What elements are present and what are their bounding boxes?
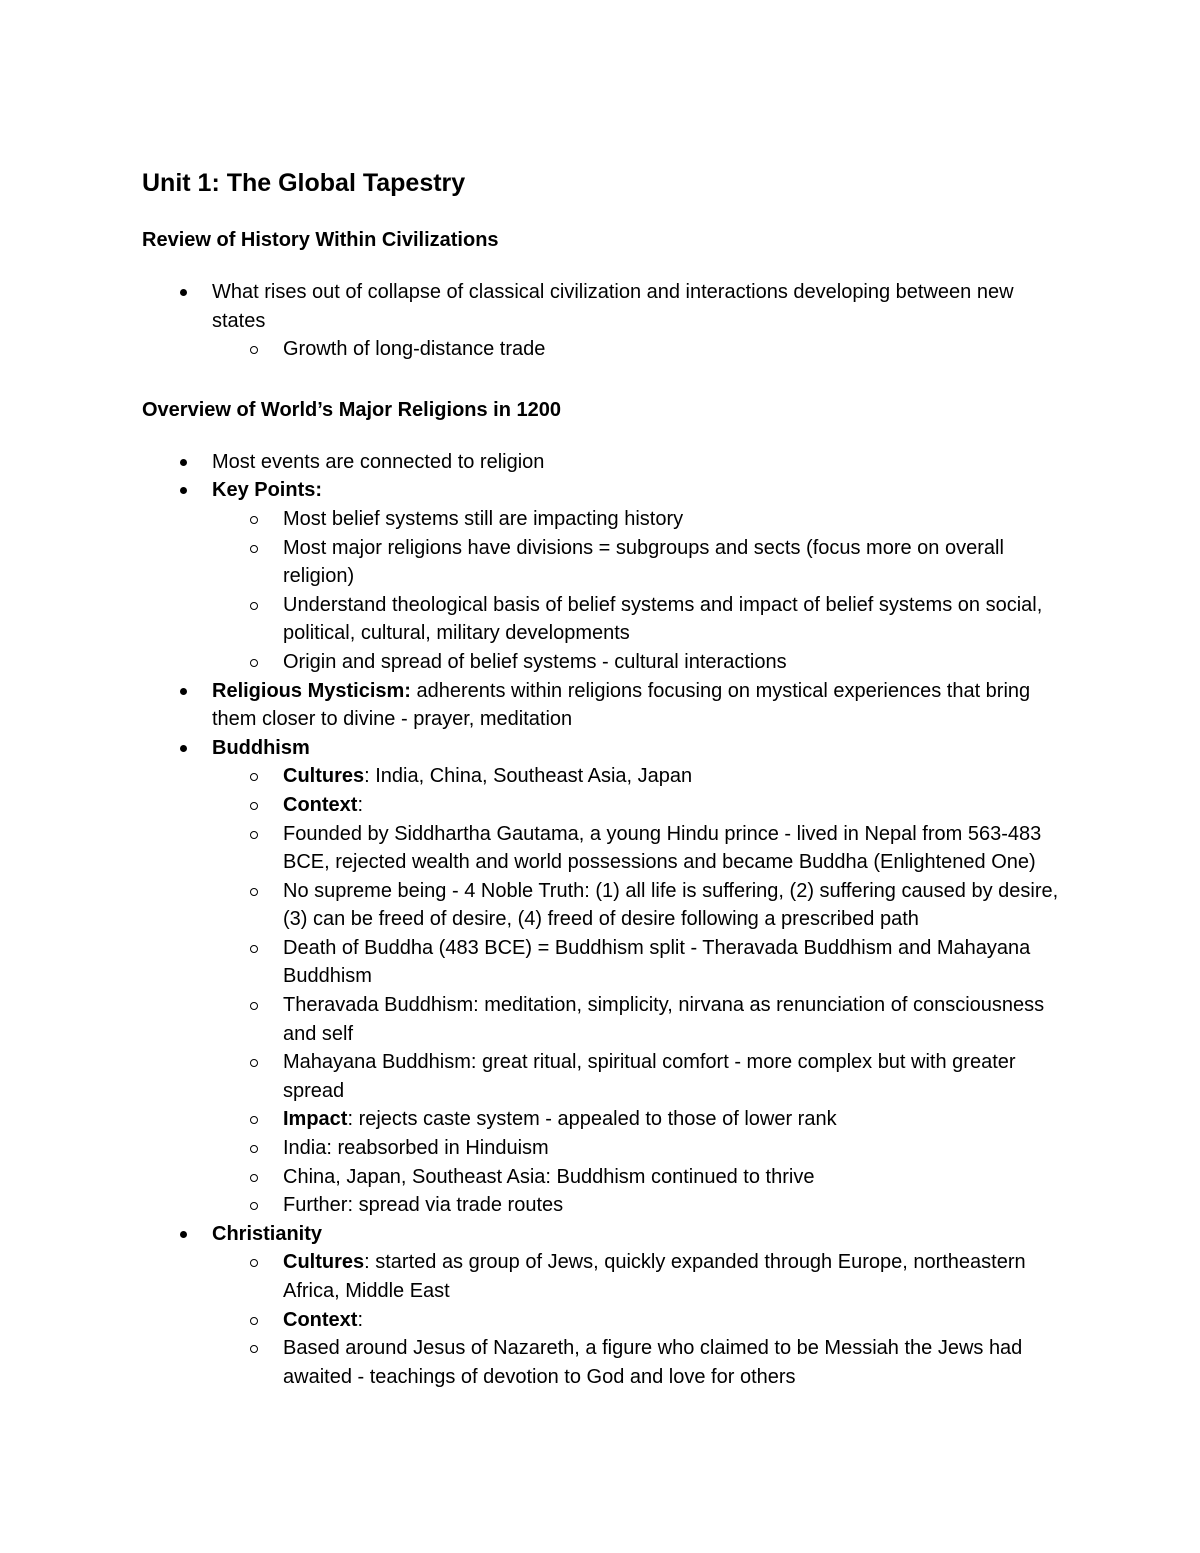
sub-list-item-text: Based around Jesus of Nazareth, a figure who claimed to be Messiah the Jews had awaited - teachings of devotion to God and love for others bbox=[283, 1337, 1023, 1388]
sub-list-item bbox=[212, 934, 1062, 991]
sub-list-item-text: China, Japan, Southeast Asia: Buddhism continued to thrive bbox=[283, 1165, 815, 1188]
sub-list-item bbox=[212, 335, 1062, 364]
sub-list-item bbox=[212, 648, 1062, 677]
context-label: Context bbox=[283, 1308, 358, 1331]
sub-list-item bbox=[212, 1163, 1062, 1192]
sub-list-item bbox=[212, 1048, 1062, 1105]
disc-bullet-icon bbox=[180, 1231, 187, 1238]
disc-bullet-icon bbox=[180, 459, 187, 466]
disc-bullet-icon bbox=[180, 745, 187, 752]
circle-bullet-icon bbox=[250, 1345, 258, 1353]
list-item-key-points bbox=[142, 476, 1062, 676]
circle-bullet-icon bbox=[250, 1002, 258, 1010]
cultures-label: Cultures bbox=[283, 765, 365, 788]
sub-list-item bbox=[212, 1105, 1062, 1134]
sub-list-item bbox=[212, 1191, 1062, 1220]
list-item-christianity bbox=[142, 1220, 1062, 1392]
sub-list-item bbox=[212, 877, 1062, 934]
sub-list bbox=[212, 1248, 1062, 1391]
circle-bullet-icon bbox=[250, 945, 258, 953]
mysticism-text: adherents within religions focusing on mystical experiences that bring them closer to divine - prayer, meditation bbox=[212, 679, 1031, 731]
circle-bullet-icon bbox=[250, 1202, 258, 1210]
sub-list-item bbox=[212, 762, 1062, 791]
context-text: : bbox=[357, 1308, 364, 1331]
sub-list bbox=[212, 505, 1062, 677]
disc-bullet-icon bbox=[180, 289, 187, 296]
review-list bbox=[142, 278, 1062, 364]
sub-list-item bbox=[212, 991, 1062, 1048]
circle-bullet-icon bbox=[250, 1317, 258, 1325]
overview-list bbox=[142, 448, 1062, 1392]
sub-list-item-text: India: reabsorbed in Hinduism bbox=[283, 1137, 549, 1160]
sub-list-item-text: Origin and spread of belief systems - cultural interactions bbox=[283, 650, 787, 673]
cultures-text: : started as group of Jews, quickly expanded through Europe, northeastern Africa, Middle East bbox=[283, 1251, 1026, 1302]
list-item-text: Most events are connected to religion bbox=[212, 450, 545, 473]
circle-bullet-icon bbox=[250, 545, 258, 553]
cultures-label: Cultures bbox=[283, 1251, 365, 1274]
impact-text: : rejects caste system - appealed to those of lower rank bbox=[347, 1108, 837, 1131]
sub-list-item-text: Death of Buddha (483 BCE) = Buddhism split - Theravada Buddhism and Mahayana Buddhism bbox=[283, 936, 1031, 988]
disc-bullet-icon bbox=[180, 487, 187, 494]
page-title: Unit 1: The Global Tapestry bbox=[142, 169, 466, 197]
circle-bullet-icon bbox=[250, 346, 258, 354]
document-page bbox=[142, 168, 1062, 1391]
sub-list-item-text: Mahayana Buddhism: great ritual, spiritual comfort - more complex but with greater spread bbox=[283, 1051, 1016, 1102]
circle-bullet-icon bbox=[250, 773, 258, 781]
sub-list-item-text: Further: spread via trade routes bbox=[283, 1194, 564, 1217]
circle-bullet-icon bbox=[250, 888, 258, 896]
sub-list-item-text: Most belief systems still are impacting history bbox=[283, 507, 684, 530]
sub-list-item-text: Understand theological basis of belief systems and impact of belief systems on social, political, cultural, military developments bbox=[283, 593, 1043, 645]
circle-bullet-icon bbox=[250, 802, 258, 810]
sub-list-item bbox=[212, 591, 1062, 648]
christianity-label: Christianity bbox=[212, 1222, 323, 1245]
list-item-buddhism bbox=[142, 734, 1062, 1220]
circle-bullet-icon bbox=[250, 831, 258, 839]
sub-list-item-text: Most major religions have divisions = subgroups and sects (focus more on overall religion) bbox=[283, 536, 1004, 588]
sub-list-item-text: Growth of long-distance trade bbox=[283, 338, 546, 361]
sub-list bbox=[212, 335, 1062, 364]
sub-list-item bbox=[212, 820, 1062, 877]
sub-list bbox=[212, 762, 1062, 1220]
circle-bullet-icon bbox=[250, 659, 258, 667]
sub-list-item-text: Founded by Siddhartha Gautama, a young Hindu prince - lived in Nepal from 563-483 BCE, rejected wealth and world possessions and became Buddha (Enlightened One) bbox=[283, 822, 1042, 874]
sub-list-item bbox=[212, 1306, 1062, 1335]
circle-bullet-icon bbox=[250, 1145, 258, 1153]
sub-list-item bbox=[212, 791, 1062, 820]
list-item-mysticism bbox=[142, 677, 1062, 734]
circle-bullet-icon bbox=[250, 1259, 258, 1267]
list-item-text: What rises out of collapse of classical civilization and interactions developing between new states bbox=[212, 281, 1014, 332]
circle-bullet-icon bbox=[250, 1174, 258, 1182]
key-points-label: Key Points: bbox=[212, 479, 323, 502]
disc-bullet-icon bbox=[180, 688, 187, 695]
context-label: Context bbox=[283, 793, 358, 816]
cultures-text: : India, China, Southeast Asia, Japan bbox=[364, 765, 693, 788]
section-heading-overview: Overview of World’s Major Religions in 1200 bbox=[142, 398, 562, 421]
list-item bbox=[142, 448, 1062, 477]
sub-list-item bbox=[212, 505, 1062, 534]
circle-bullet-icon bbox=[250, 516, 258, 524]
sub-list-item bbox=[212, 1134, 1062, 1163]
sub-list-item-text: Theravada Buddhism: meditation, simplicity, nirvana as renunciation of consciousness and self bbox=[283, 994, 1045, 1045]
sub-list-item bbox=[212, 534, 1062, 591]
circle-bullet-icon bbox=[250, 1116, 258, 1124]
sub-list-item bbox=[212, 1248, 1062, 1305]
mysticism-label: Religious Mysticism: bbox=[212, 679, 411, 702]
section-heading-review: Review of History Within Civilizations bbox=[142, 229, 499, 251]
list-item bbox=[142, 278, 1062, 364]
sub-list-item bbox=[212, 1334, 1062, 1391]
context-text: : bbox=[357, 793, 364, 816]
circle-bullet-icon bbox=[250, 1059, 258, 1067]
buddhism-label: Buddhism bbox=[212, 736, 310, 759]
impact-label: Impact bbox=[283, 1108, 348, 1131]
sub-list-item-text: No supreme being - 4 Noble Truth: (1) all life is suffering, (2) suffering caused by desire, (3) can be freed of desire, (4) freed of desire following a prescribed path bbox=[283, 879, 1059, 931]
circle-bullet-icon bbox=[250, 602, 258, 610]
